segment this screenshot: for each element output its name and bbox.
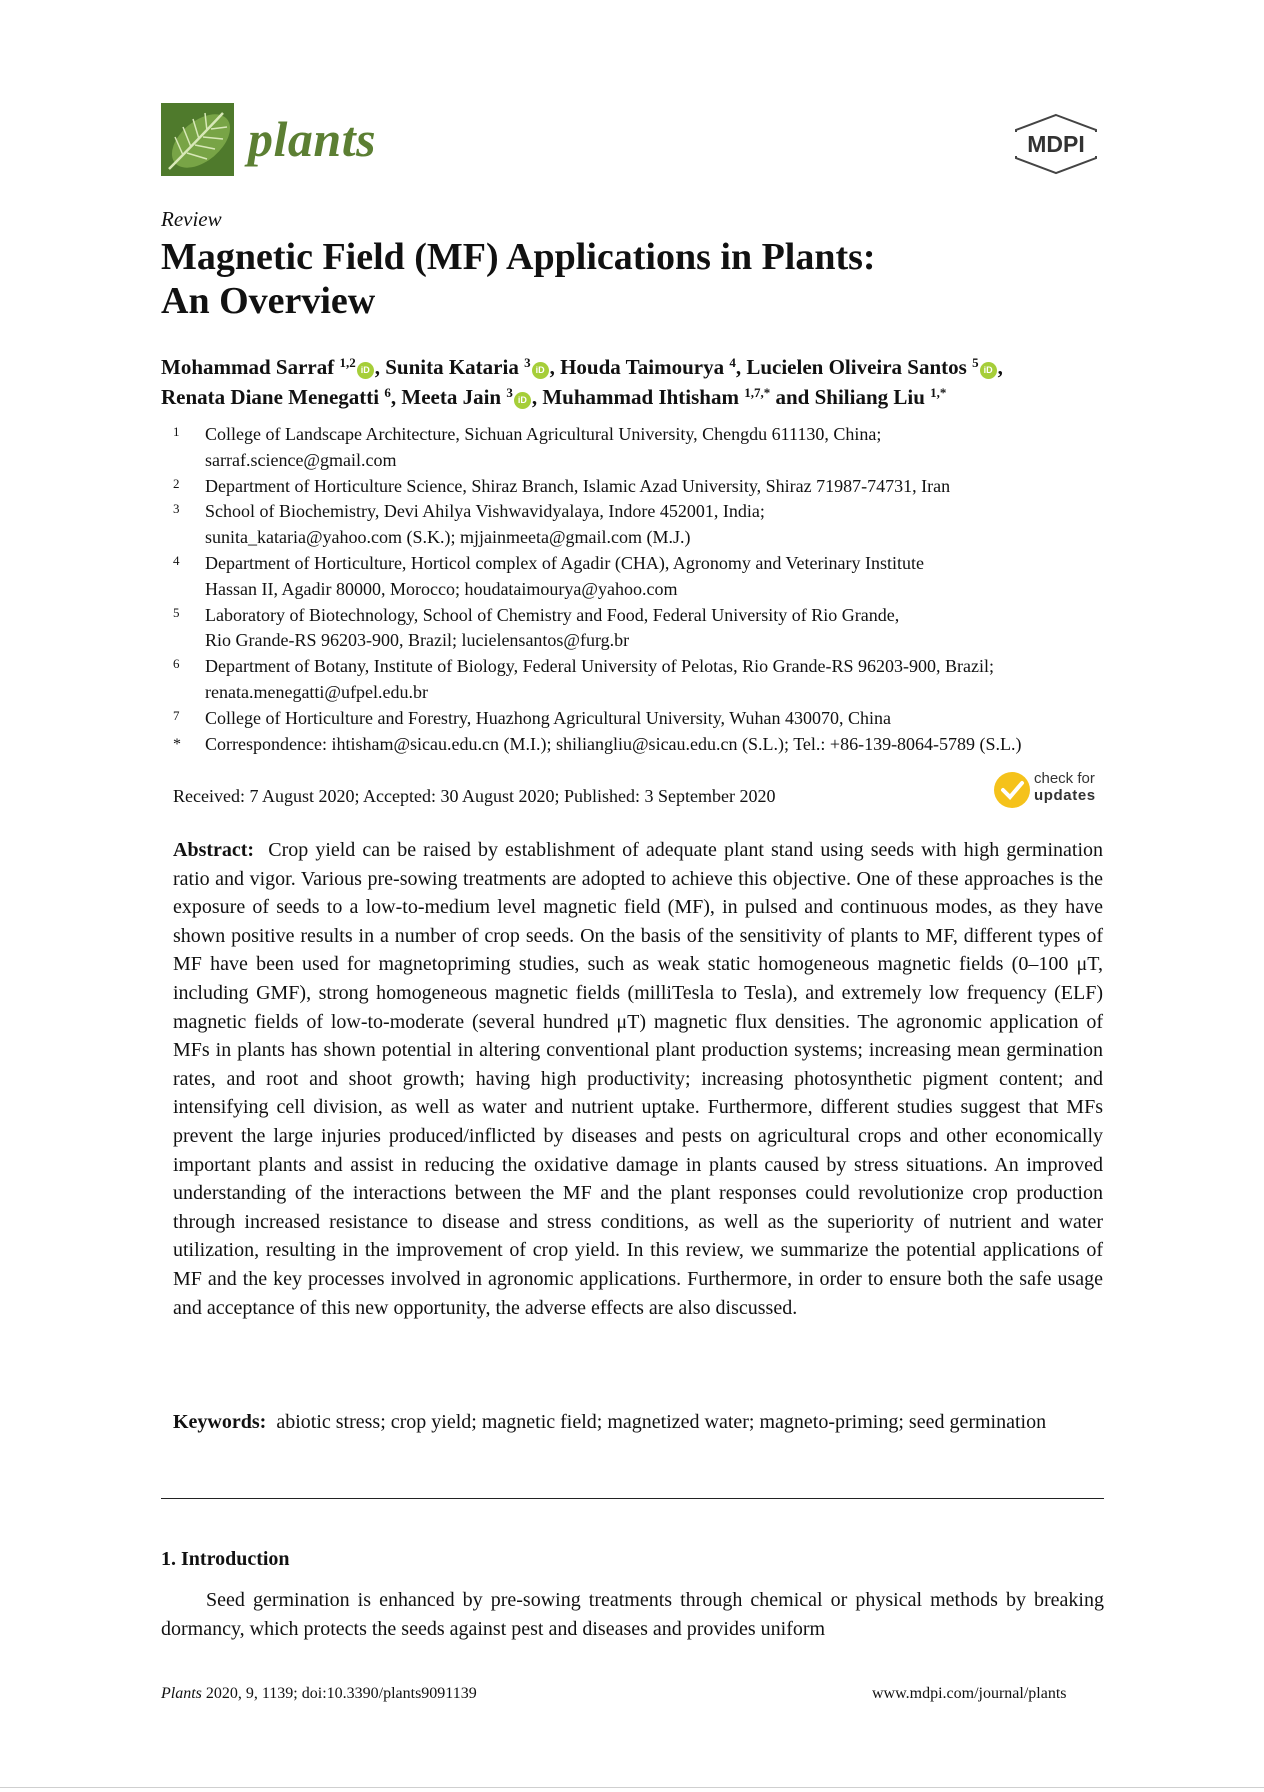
author[interactable]: Mohammad Sarraf $^{1,2}$ iD — [161, 355, 375, 379]
section-body: Seed germination is enhanced by pre-sowing treatments through chemical or physical methods by breaking dormancy, which protects the seeds against pest and diseases and provides uniform — [161, 1589, 1104, 1640]
article-type: Review — [161, 207, 222, 231]
affiliation-item: 3 School of Biochemistry, Devi Ahilya Vishwavidyalaya, Indore 452001, India; sunita_kataria@yahoo.com (S.K.); mjjainmeeta@gmail.com (M.J.) — [173, 501, 765, 548]
affiliation-item: 1 College of Landscape Architecture, Sichuan Agricultural University, Chengdu 611130, China; sarraf.science@gmail.com — [173, 424, 882, 470]
journal-logo — [161, 103, 234, 176]
affiliation-item: 2 Department of Horticulture Science, Shiraz Branch, Islamic Azad University, Shiraz 71987-74731, Iran — [173, 475, 951, 496]
author[interactable]: Muhammad Ihtisham $^{1,7,*}$ — [542, 385, 771, 409]
section-divider — [161, 1498, 1104, 1499]
affiliation-item: 5 Laboratory of Biotechnology, School of Chemistry and Food, Federal University of Rio Grande, Rio Grande-RS 96203-900, Brazil; lucielensantos@furg.br — [173, 604, 900, 651]
paper-title — [161, 235, 876, 323]
section-heading: 1. Introduction — [161, 1548, 290, 1570]
keywords — [173, 1408, 1103, 1437]
title-line-1: Magnetic Field (MF) Applications in Plants: — [161, 236, 876, 278]
footer-citation: Plants 2020, 9, 1139; doi:10.3390/plants9091139 — [161, 1685, 477, 1702]
author[interactable]: Renata Diane Menegatti $^6$ — [161, 385, 391, 409]
author[interactable]: Houda Taimourya $^4$ — [560, 355, 736, 379]
publication-dates: Received: 7 August 2020; Accepted: 30 August 2020; Published: 3 September 2020 — [173, 786, 776, 806]
author[interactable]: Lucielen Oliveira Santos $^5$ iD — [746, 355, 997, 379]
affiliation-item: 7 College of Horticulture and Forestry, Huazhong Agricultural University, Wuhan 430070, China — [173, 707, 891, 728]
check-for-updates-badge[interactable] — [994, 770, 1106, 810]
journal-name: plants — [248, 111, 377, 167]
keywords-text: abiotic stress; crop yield; magnetic field; magnetized water; magneto-priming; seed germination — [276, 1411, 1047, 1433]
orcid-icon[interactable]: iD — [514, 392, 531, 409]
keywords-label: Keywords: — [173, 1411, 267, 1433]
page-edge — [0, 1787, 1264, 1788]
title-line-2: An Overview — [161, 280, 376, 322]
abstract-text: Crop yield can be raised by establishment of adequate plant stand using seeds with high germination ratio and vigor. Various pre-sowing treatments are adopted to achieve this objective. One of these approaches is the exposure of seeds to a low-to-medium level magnetic field (MF), in pulsed and continuous modes, as they have shown positive results in a number of crop seeds. On the basis of the sensitivity of plants to MF, different types of MF have been used for magnetopriming studies, such as weak static homogeneous magnetic fields (0–100 μT, including GMF), strong homogeneous magnetic fields (milliTesla to Tesla), and extremely low frequency (ELF) magnetic fields of low-to-moderate (several hundred μT) magnetic flux densities. The agronomic application of MFs in plants has shown potential in altering conventional plant production systems; increasing mean germination rates, and root and shoot growth; having high productivity; increasing photosynthetic pigment content; and intensifying cell division, as well as water and nutrient uptake. Furthermore, different studies suggest that MFs prevent the large injuries produced/inflicted by diseases and pests on agricultural crops and other economically important plants and assist in reducing the oxidative damage in plants caused by stress situations. An improved understanding of the interactions between the MF and the plant responses could revolutionize crop production through increased resistance to disease and stress conditions, as well as the superiority of nutrient and water utilization, resulting in the improvement of crop yield. In this review, we summarize the potential applications of MF and the key processes involved in agronomic applications. Furthermore, in order to ensure both the safe usage and acceptance of this new opportunity, the adverse effects are also discussed. — [173, 839, 1104, 1319]
author[interactable]: Meeta Jain $^3$ iD — [401, 385, 531, 409]
check-label-2: updates — [1034, 787, 1096, 804]
author-list: Mohammad Sarraf $^{1,2}$ iD , Sunita Kataria $^3$ iD , Houda Taimourya $^4$, Lucielen Oliveira Santos $^5$ iD , Renata Diane Menegatti $^6$, Meeta Jain $^3$ iD , Muhammad Ihtisham $^{1,7,*}$ and Shiliang Liu $^{1,*}$ — [161, 355, 1003, 409]
check-icon — [994, 772, 1030, 808]
check-label-1: check for — [1034, 770, 1095, 787]
abstract-label: Abstract: — [173, 839, 255, 861]
affiliation-item: 4 Department of Horticulture, Horticol complex of Agadir (CHA), Agronomy and Veterinary Institute Hassan II, Agadir 80000, Morocco; houdataimourya@yahoo.com — [173, 552, 924, 599]
orcid-icon[interactable]: iD — [357, 362, 374, 379]
footer-url[interactable]: www.mdpi.com/journal/plants — [872, 1685, 1067, 1702]
affiliation-item: 6 Department of Botany, Institute of Biology, Federal University of Pelotas, Rio Grande-RS 96203-900, Brazil; renata.menegatti@ufpel.edu.br — [173, 656, 995, 702]
correspondence: * Correspondence: ihtisham@sicau.edu.cn (M.I.); shiliangliu@sicau.edu.cn (S.L.); Tel.: +86-139-8064-5789 (S.L.) — [173, 733, 1022, 754]
orcid-icon[interactable]: iD — [532, 362, 549, 379]
abstract — [173, 836, 1103, 1322]
author[interactable]: Sunita Kataria $^3$ iD — [385, 355, 549, 379]
svg-text:MDPI: MDPI — [1027, 131, 1085, 157]
orcid-icon[interactable]: iD — [980, 362, 997, 379]
affiliations — [173, 422, 1123, 757]
mdpi-logo — [1010, 112, 1102, 176]
author[interactable]: Shiliang Liu $^{1,*}$ — [814, 385, 947, 409]
